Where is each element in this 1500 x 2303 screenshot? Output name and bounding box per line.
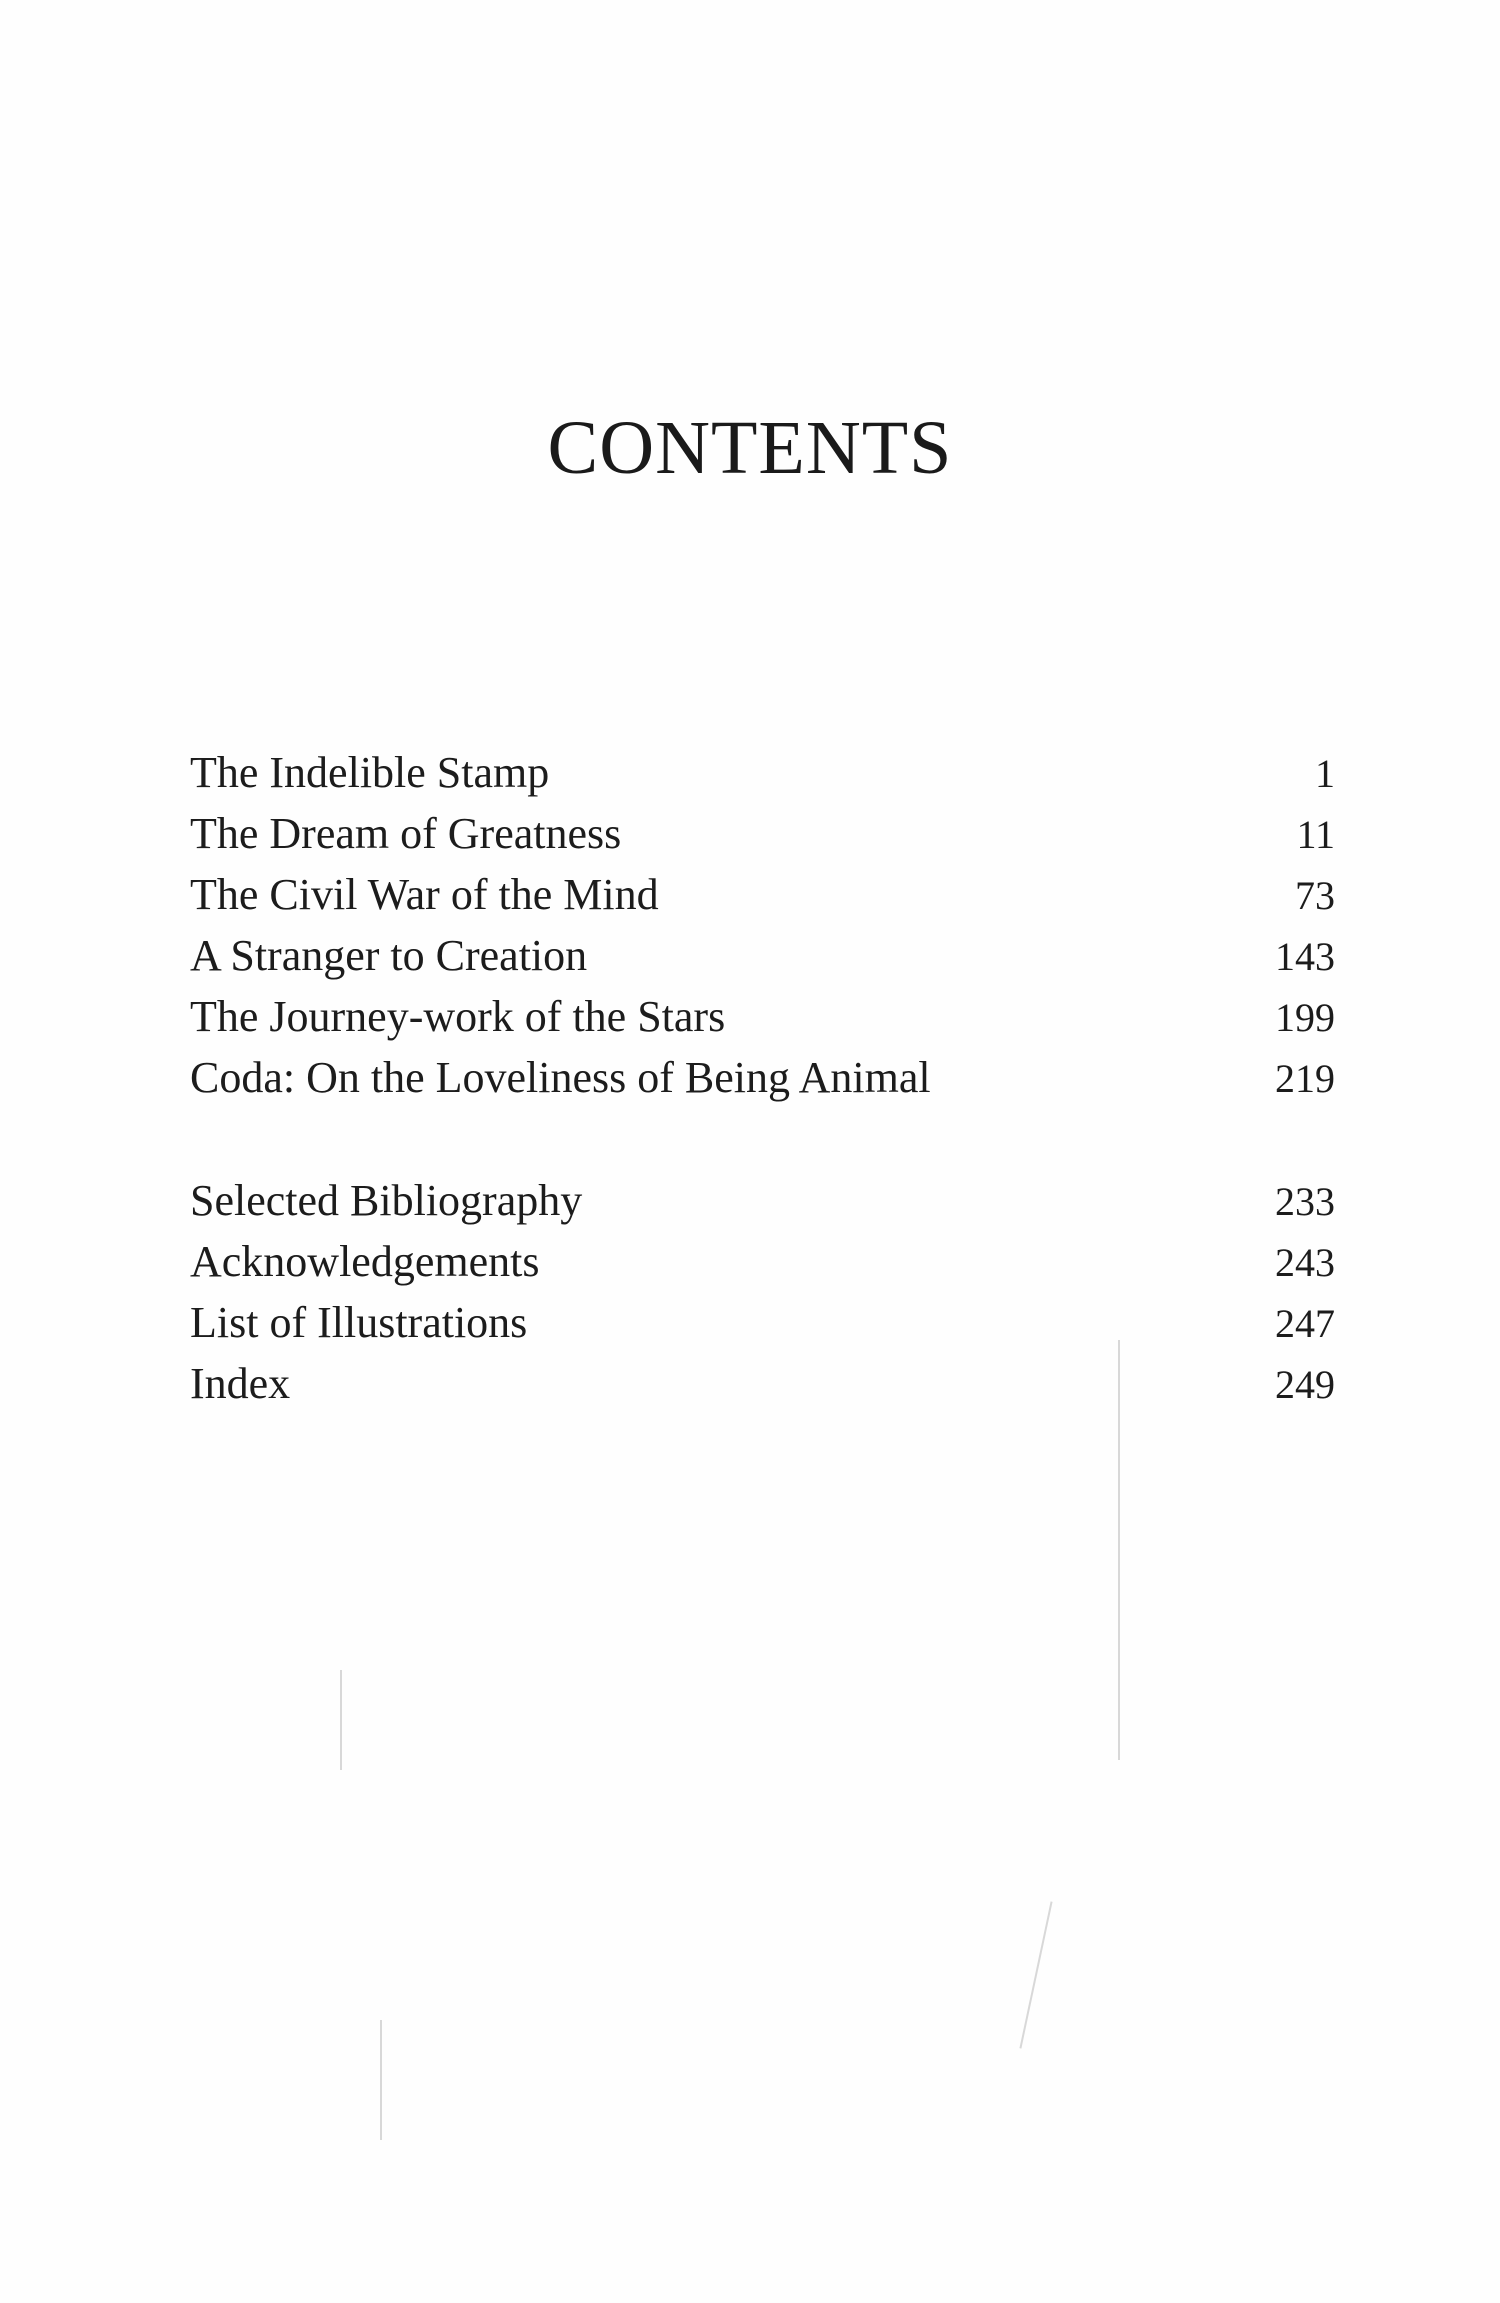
entry-title: The Journey-work of the Stars (190, 992, 726, 1041)
toc-entry (190, 1047, 1335, 1108)
entry-page-number: 243 (1275, 1240, 1335, 1285)
page-title: CONTENTS (547, 406, 953, 490)
toc-entry (190, 1353, 1335, 1414)
toc-entry (190, 986, 1335, 1047)
entry-title: Selected Bibliography (190, 1176, 583, 1225)
toc-entry (190, 1231, 1335, 1292)
paper-mark (380, 2020, 382, 2140)
entry-page-number: 1 (1315, 751, 1335, 796)
entry-page-number: 249 (1275, 1362, 1335, 1407)
entry-title: The Civil War of the Mind (190, 870, 659, 919)
entry-page-number: 233 (1275, 1179, 1335, 1224)
paper-mark (340, 1670, 342, 1770)
toc-entry (190, 925, 1335, 986)
entry-title: List of Illustrations (190, 1298, 528, 1347)
paper-mark (1019, 1901, 1052, 2048)
entry-title: The Dream of Greatness (190, 809, 622, 858)
toc-entry (190, 1170, 1335, 1231)
entry-page-number: 219 (1275, 1056, 1335, 1101)
toc-entry (190, 742, 1335, 803)
back-matter-list (190, 1170, 1335, 1414)
entry-title: The Indelible Stamp (190, 748, 550, 797)
entry-page-number: 247 (1275, 1301, 1335, 1346)
toc-entry (190, 1292, 1335, 1353)
chapter-list (190, 742, 1335, 1108)
entry-title: Index (190, 1359, 291, 1408)
entry-title: Acknowledgements (190, 1237, 540, 1286)
entry-title: Coda: On the Loveliness of Being Animal (190, 1053, 931, 1102)
toc-entry (190, 864, 1335, 925)
entry-page-number: 143 (1275, 934, 1335, 979)
entry-page-number: 199 (1275, 995, 1335, 1040)
entry-title: A Stranger to Creation (190, 931, 588, 980)
entry-page-number: 73 (1295, 873, 1335, 918)
toc-entry (190, 803, 1335, 864)
entry-page-number: 11 (1296, 812, 1335, 857)
